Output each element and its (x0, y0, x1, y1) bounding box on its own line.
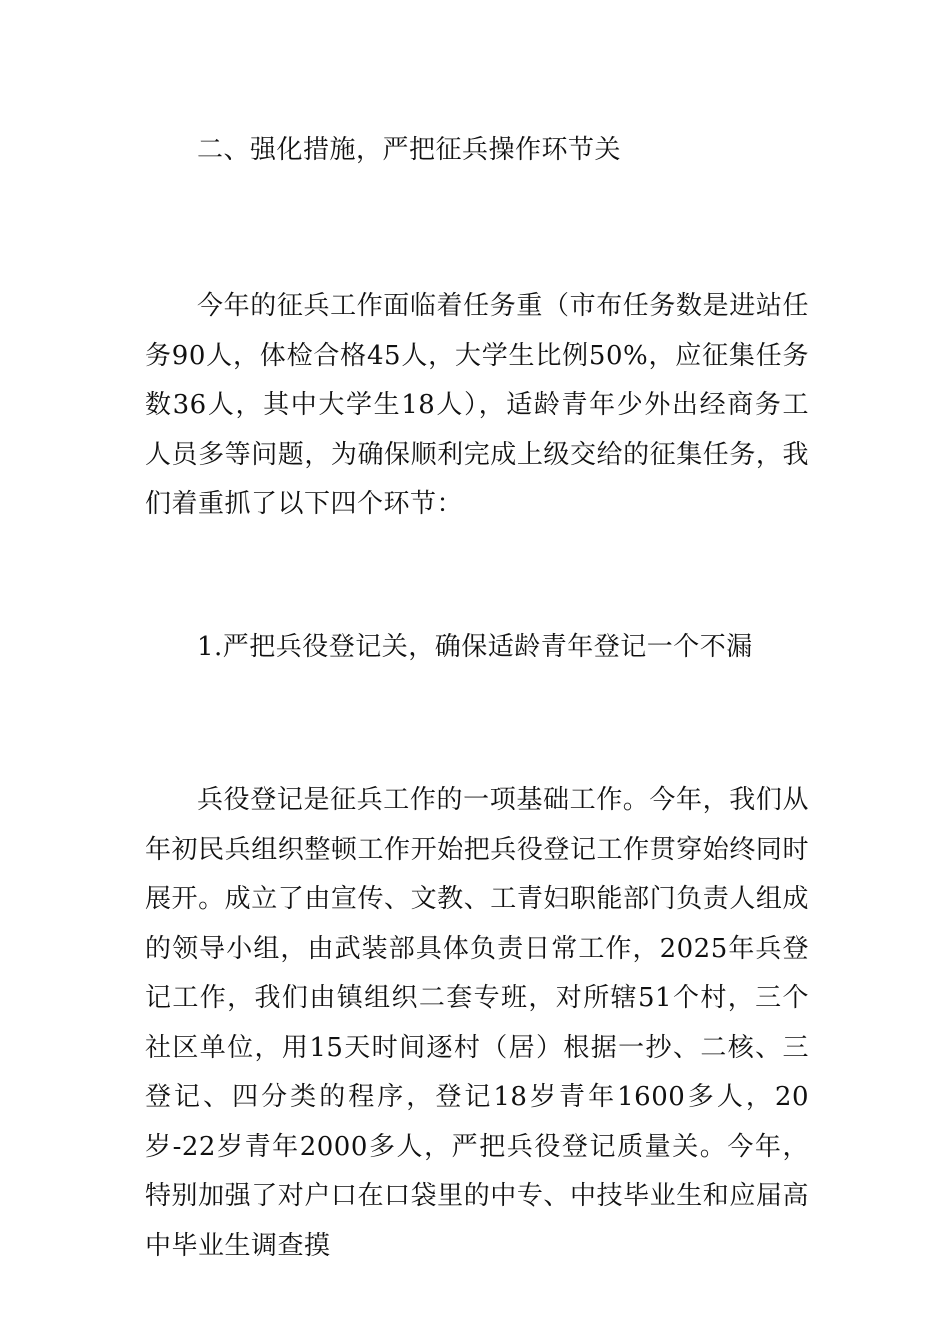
item-heading-1: 1.严把兵役登记关，确保适龄青年登记一个不漏 (197, 632, 753, 662)
section-heading: 二、强化措施，严把征兵操作环节关 (197, 135, 622, 165)
item-paragraph-1: 兵役登记是征兵工作的一项基础工作。今年，我们从年初民兵组织整顿工作开始把兵役登记工作贯穿始终同时展开。成立了由宣传、文教、工青妇职能部门负责人组成的领导小组，由武装部具体负责日常工作，2025年兵登记工作，我们由镇组织二套专班，对所辖51个村，三个社区单位，用15天时间逐村（居）根据一抄、二核、三登记、四分类的程序，登记18岁青年1600多人，20岁-22岁青年2000多人，严把兵役登记质量关。今年，特别加强了对户口在口袋里的中专、中技毕业生和应届高中毕业生调查摸 (145, 785, 809, 1261)
intro-paragraph: 今年的征兵工作面临着任务重（市布任务数是进站任务90人，体检合格45人，大学生比例50%，应征集任务数36人，其中大学生18人），适龄青年少外出经商务工人员多等问题，为确保顺利完成上级交给的征集任务，我们着重抓了以下四个环节： (145, 291, 809, 519)
